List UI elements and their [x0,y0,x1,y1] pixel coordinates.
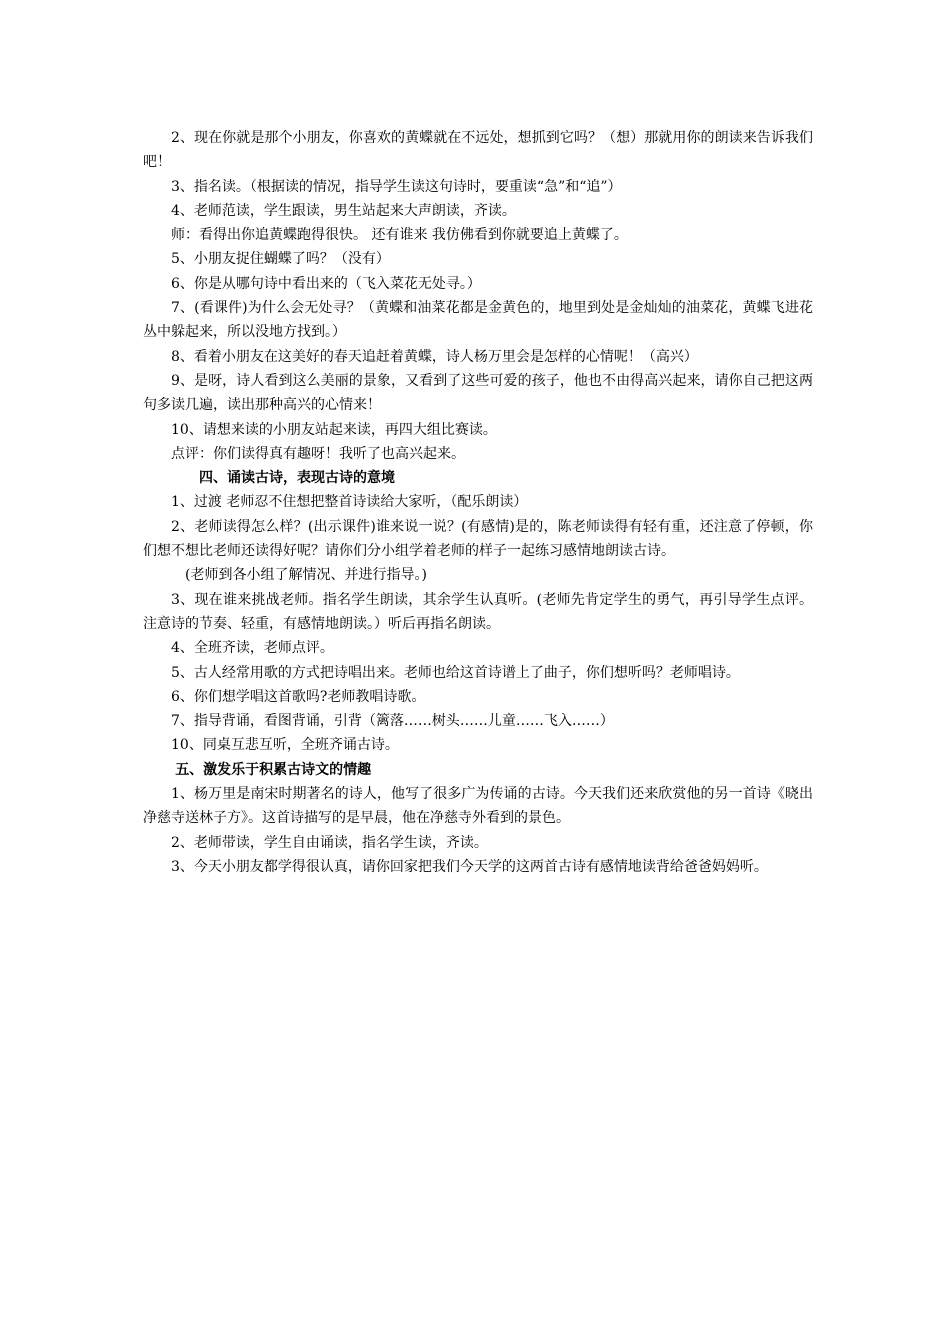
section-5-item-2: 2、老师带读，学生自由诵读，指名学生读，齐读。 [171,834,488,851]
section-5-heading: 五、激发乐于积累古诗文的情趣 [175,761,372,778]
section-4-item-5: 5、古人经常用歌的方式把诗唱出来。老师也给这首诗谱上了曲子，你们想听吗？老师唱诗。 [171,664,740,681]
paragraph-9: 9、是呀，诗人看到这么美丽的景象，又看到了这些可爱的孩子，他也不由得高兴起来，请你自己把这两句多读几遍，读出那种高兴的心情来！ [143,372,813,414]
section-4-item-6: 6、你们想学唱这首歌吗?老师教唱诗歌。 [171,688,426,705]
paragraph-review: 点评：你们读得真有趣呀！我听了也高兴起来。 [171,445,465,462]
paragraph-8: 8、看着小朋友在这美好的春天追赶着黄蝶，诗人杨万里会是怎样的心情呢！（高兴） [171,348,698,365]
section-4-item-3: 3、现在谁来挑战老师。指名学生朗读，其余学生认真听。(老师先肯定学生的勇气，再引导学生点评。注意诗的节奏、轻重，有感情地朗读。）听后再指名朗读。 [143,591,813,632]
section-5-item-1: 1、杨万里是南宋时期著名的诗人，他写了很多广为传诵的古诗。今天我们还来欣赏他的另一首诗《晓出净慈寺送林子方》。这首诗描写的是早晨，他在净慈寺外看到的景色。 [143,786,813,827]
section-4-note: (老师到各小组了解情况、并进行指导。) [185,567,427,584]
paragraph-4: 4、老师范读，学生跟读，男生站起来大声朗读，齐读。 [171,202,516,219]
paragraph-7: 7、(看课件)为什么会无处寻？（黄蝶和油菜花都是金黄色的，地里到处是金灿灿的油菜花，黄蝶飞进花丛中躲起来，所以没地方找到。） [143,300,813,341]
section-4-heading: 四、诵读古诗，表现古诗的意境 [199,470,395,487]
paragraph-5: 5、小朋友捉住蝴蝶了吗？（没有） [171,251,390,268]
document-page [143,126,813,879]
paragraph-2: 2、现在你就是那个小朋友，你喜欢的黄蝶就在不远处，想抓到它吗？（想）那就用你的朗读来告诉我们吧！ [143,130,813,171]
section-4-item-4: 4、全班齐读，老师点评。 [171,640,334,657]
paragraph-teacher-comment: 师：看得出你追黄蝶跑得很快。 还有谁来 我仿佛看到你就要追上黄蝶了。 [171,227,628,244]
paragraph-3: 3、指名读。（根据读的情况，指导学生读这句诗时，要重读“急”和“追”） [171,178,622,195]
section-4-item-10: 10、同桌互悲互听，全班齐诵古诗。 [171,737,399,754]
paragraph-6: 6、你是从哪句诗中看出来的（飞入菜花无处寻。） [171,275,481,292]
section-5-item-3: 3、今天小朋友都学得很认真，请你回家把我们今天学的这两首古诗有感情地读背给爸爸妈妈听。 [171,858,768,875]
section-4-item-1: 1、过渡 老师忍不住想把整首诗读给大家听，（配乐朗读） [171,494,528,511]
section-4-item-7: 7、指导背诵，看图背诵，引背（篱落……树头……儿童……飞入……） [171,713,614,730]
section-4-item-2: 2、老师读得怎么样？(出示课件)谁来说一说？(有感情)是的，陈老师读得有轻有重，还注意了停顿，你们想不想比老师还读得好呢？请你们分小组学着老师的样子一起练习感情地朗读古诗。 [143,518,813,560]
paragraph-10: 10、请想来读的小朋友站起来读，再四大组比赛读。 [171,421,497,438]
